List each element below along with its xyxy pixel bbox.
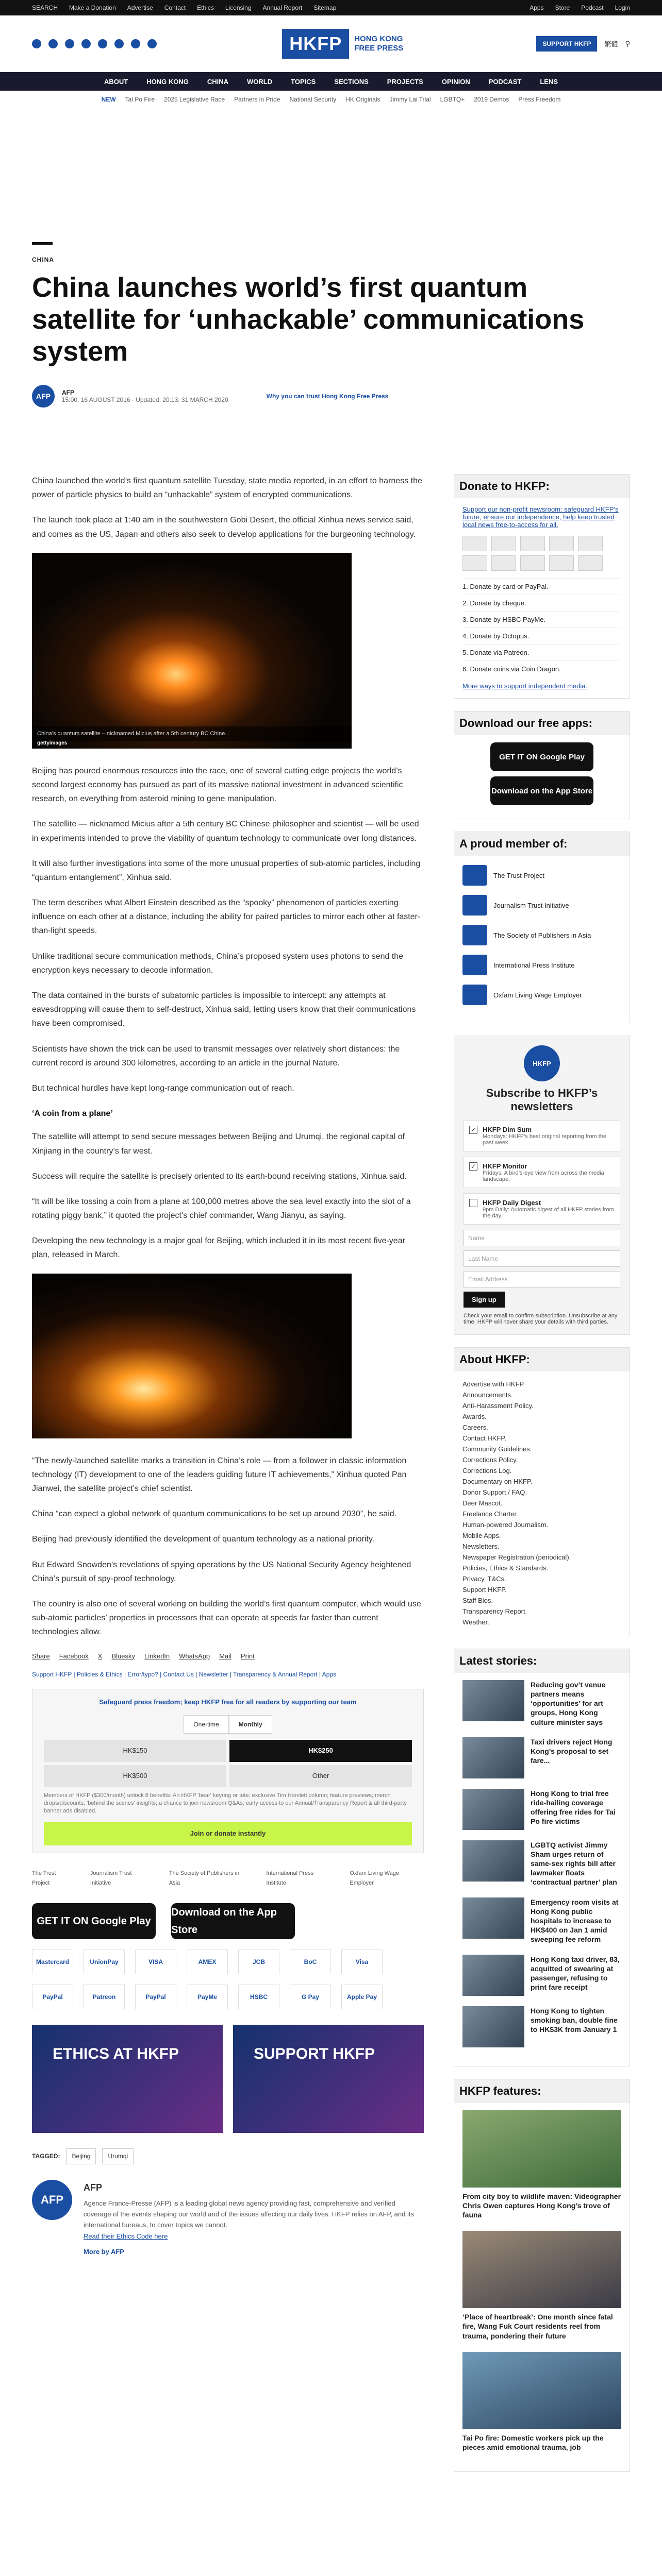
payment-methods: [32, 1950, 424, 2009]
trending-item[interactable]: LGBTQ+: [440, 95, 465, 103]
share-link[interactable]: Facebook: [59, 1652, 89, 1660]
card-icon: [549, 555, 574, 571]
members-panel: [454, 832, 630, 1023]
member-entry[interactable]: [462, 955, 621, 975]
google-pay-icon: G Pay: [290, 1985, 331, 2009]
about-link[interactable]: Staff Bios.: [462, 1596, 493, 1604]
ethics-code-link[interactable]: Read their Ethics Code here: [84, 2232, 168, 2240]
donate-panel-text[interactable]: Support our non-profit newsroom: safeguard HKFP’s future, ensure our independence, help keep trusted local news free-to-access for all.: [462, 505, 619, 529]
latest-stories-panel: [454, 1649, 630, 2066]
nav-item[interactable]: OPINION: [441, 77, 470, 86]
author-box-name[interactable]: AFP: [84, 2182, 102, 2193]
paragraph: “It will be like tossing a coin from a plane at 100,000 metres above the sea level exactly into the slot of a rotating piggy bank,” it quoted the project’s chief commander, Wang Jianyu, as saying.: [32, 1197, 411, 1221]
story-item[interactable]: [462, 1680, 621, 1727]
story-item[interactable]: [462, 1840, 621, 1887]
topbar-right-item[interactable]: Apps: [529, 4, 544, 11]
paragraph: The term describes what Albert Einstein described as the “spooky” phenomenon of particles exerting influence on each other at a distance, including the ability for paired particles to mirror each other at faster-than-light speeds.: [32, 899, 421, 936]
story-thumbnail[interactable]: [462, 2006, 524, 2047]
newsletter-option[interactable]: [464, 1157, 620, 1188]
topbar-item[interactable]: Licensing: [225, 4, 252, 11]
about-link[interactable]: Deer Mascot.: [462, 1499, 503, 1507]
story-thumbnail[interactable]: [462, 1840, 524, 1882]
about-link[interactable]: Mobile Apps.: [462, 1531, 501, 1539]
amount-option[interactable]: HK$150: [44, 1740, 226, 1761]
share-link[interactable]: Bluesky: [111, 1652, 135, 1660]
member-logo-icon: [462, 895, 487, 916]
about-link[interactable]: Documentary on HKFP.: [462, 1477, 533, 1485]
story-headline[interactable]: Hong Kong to tighten smoking ban, double fine to HK$3K from January 1: [531, 2006, 618, 2033]
member-logos-row: [32, 1869, 424, 1888]
getty-logo: gettyimages: [37, 740, 68, 746]
feature-item[interactable]: [462, 2110, 621, 2220]
paragraph: Beijing had previously identified the development of quantum technology as a national priority.: [32, 1535, 375, 1544]
card-icon: [520, 555, 545, 571]
mastercard-icon: Mastercard: [32, 1950, 73, 1974]
tab-one-time[interactable]: One-time: [184, 1715, 228, 1734]
donate-option[interactable]: 2. Donate by cheque.: [462, 595, 621, 611]
unionpay-icon: UnionPay: [84, 1950, 125, 1974]
policy-links[interactable]: Support HKFP | Policies & Ethics | Error/typo? | Contact Us | Newsletter | Transparency & Annual Report | Apps: [32, 1670, 337, 1678]
topbar-right-item[interactable]: Store: [555, 4, 570, 11]
social-links: [32, 39, 157, 48]
member-name: Oxfam Living Wage Employer: [493, 991, 582, 999]
about-link[interactable]: Policies, Ethics & Standards.: [462, 1564, 549, 1572]
donate-panel-title: Donate to HKFP:: [454, 474, 630, 498]
divider: [32, 242, 53, 245]
threads-icon[interactable]: [81, 39, 91, 48]
avatar[interactable]: AFP: [32, 385, 55, 408]
subheading: ‘A coin from a plane’: [32, 1109, 113, 1118]
article-body: [32, 474, 424, 2258]
paragraph: It will also further investigations into some of the more unusual properties of sub-atomic particles, including “quantum entanglement”, Xinhua said.: [32, 859, 421, 882]
newsletter-name: HKFP Daily Digest: [483, 1198, 541, 1207]
story-thumbnail[interactable]: [462, 1680, 524, 1721]
donate-option[interactable]: 3. Donate by HSBC PayMe.: [462, 611, 621, 628]
feature-image[interactable]: [462, 2231, 621, 2308]
sidebar: [454, 474, 630, 2484]
topbar-item[interactable]: Contact: [164, 4, 186, 11]
story-item[interactable]: [462, 1737, 621, 1778]
author-bio: Agence France-Presse (AFP) is a leading global news agency providing fast, comprehensive and verified coverage of the events shaping our world and of the issues affecting our daily lives. HKFP relies on AFP, and its international bureaus, to cover topics we cannot.: [84, 2199, 414, 2229]
about-link[interactable]: Advertise with HKFP.: [462, 1380, 525, 1388]
donation-widget: [32, 1689, 424, 1853]
paragraph: Success will require the satellite is precisely oriented to its earth-bound receiving stations, Xinhua said.: [32, 1172, 407, 1181]
site-header: [0, 15, 662, 72]
paragraph: But technical hurdles have kept long-range communication out of reach.: [32, 1083, 294, 1093]
nav-item[interactable]: WORLD: [247, 77, 273, 86]
tag-list: [32, 2148, 424, 2164]
story-headline[interactable]: LGBTQ activist Jimmy Sham urges return of same-sex rights bill after lawmaker floats ‘contractual partner’ plan: [531, 1840, 617, 1887]
paragraph: The country is also one of several working on building the world’s first quantum computer, which would use sub-atomic particles’ properties in processors that can operate at speeds far faster than current technologies allow.: [32, 1599, 421, 1637]
paragraph: The data contained in the bursts of subatomic particles is impossible to intercept: any attempts at eavesdropping will cause them to self-destruct, Xinhua said, letting users know that their communications have been compromised.: [32, 991, 416, 1028]
story-item[interactable]: [462, 2006, 621, 2047]
member-entry[interactable]: [462, 865, 621, 886]
topbar-item[interactable]: Ethics: [197, 4, 214, 11]
nav-item[interactable]: SECTIONS: [334, 77, 369, 86]
logo-mark: HKFP: [282, 29, 349, 59]
paypal-icon: PayPal: [32, 1985, 73, 2009]
tab-monthly[interactable]: Monthly: [229, 1715, 272, 1734]
members-panel-title: A proud member of:: [454, 832, 630, 856]
newsletter-desc: 9pm Daily: Automatic digest of all HKFP stories from the day.: [483, 1206, 614, 1219]
newsletter-note: Check your email to confirm subscription. Unsubscribe at any time. HKFP will never share your details with third parties.: [464, 1312, 618, 1325]
facebook-icon[interactable]: [32, 39, 41, 48]
nav-item[interactable]: ABOUT: [104, 77, 128, 86]
story-headline[interactable]: Hong Kong taxi driver, 83, acquitted of swearing at passenger, refusing to print fare receipt: [531, 1955, 620, 1992]
share-link[interactable]: Share: [32, 1652, 50, 1660]
article-category[interactable]: CHINA: [32, 256, 54, 263]
support-button[interactable]: SUPPORT HKFP: [536, 36, 597, 52]
nav-item[interactable]: CHINA: [207, 77, 229, 86]
feature-headline[interactable]: ‘Place of heartbreak’: One month since fatal fire, Wang Fuk Court residents reel from trauma, pondering their future: [462, 2313, 613, 2340]
trending-item[interactable]: National Security: [289, 95, 337, 103]
card-icon: [491, 536, 516, 551]
tag[interactable]: Urumqi: [102, 2148, 134, 2164]
email-field[interactable]: Email Address: [464, 1271, 620, 1287]
about-link[interactable]: Human-powered Journalism.: [462, 1520, 549, 1529]
share-link[interactable]: LinkedIn: [144, 1652, 170, 1660]
about-link[interactable]: Contact HKFP.: [462, 1434, 507, 1442]
story-item[interactable]: [462, 1955, 621, 1996]
rocket-launch-photo[interactable]: [32, 553, 352, 749]
paragraph: But Edward Snowden’s revelations of spying operations by the US National Security Agency heightened China’s pursuit of spy-proof technology.: [32, 1560, 411, 1583]
paragraph: China “can expect a global network of quantum communications to be set up around 2030”, he said.: [32, 1510, 397, 1519]
about-link[interactable]: Weather.: [462, 1618, 489, 1626]
about-link[interactable]: Announcements.: [462, 1391, 513, 1399]
more-by-author-link[interactable]: More by AFP: [84, 2247, 124, 2256]
member-logo[interactable]: Journalism Trust Initiative: [90, 1870, 132, 1886]
byline: [32, 385, 630, 408]
feature-item[interactable]: [462, 2352, 621, 2452]
story-headline[interactable]: Emergency room visits at Hong Kong public hospitals to increase to HK$400 on Jan 1 amid sweeping fee reform: [531, 1897, 619, 1944]
instagram-icon[interactable]: [65, 39, 74, 48]
story-thumbnail[interactable]: [462, 1737, 524, 1778]
apple-pay-icon: Apple Pay: [341, 1985, 383, 2009]
topbar-item[interactable]: Advertise: [127, 4, 153, 11]
story-headline[interactable]: Reducing gov’t venue partners means ‘opportunities’ for art groups, Hong Kong culture minister says: [531, 1680, 606, 1726]
member-logo-icon: [462, 985, 487, 1005]
latest-title: Latest stories:: [454, 1649, 630, 1673]
join-button[interactable]: Join or donate instantly: [44, 1822, 412, 1845]
site-logo[interactable]: [282, 29, 411, 59]
newsletter-name: HKFP Monitor: [483, 1162, 527, 1170]
card-icon: [578, 555, 603, 571]
about-link[interactable]: Corrections Policy.: [462, 1455, 518, 1464]
member-logo-icon: [462, 925, 487, 945]
story-thumbnail[interactable]: [462, 1897, 524, 1939]
tag[interactable]: Beijing: [66, 2148, 96, 2164]
donate-option[interactable]: 6. Donate coins via Coin Dragon.: [462, 660, 621, 677]
paragraph: Unlike traditional secure communication methods, China’s proposed system uses photons to send the encryption keys necessary to decode information.: [32, 952, 404, 975]
hkfp-avatar: HKFP: [524, 1045, 560, 1081]
google-play-button[interactable]: GET IT ON Google Play: [32, 1903, 156, 1939]
paragraph: The launch took place at 1:40 am in the southwestern Gobi Desert, the official Xinhua news service said, and comes as the US, Japan and others also seek to develop applications for the burgeoning technology.: [32, 516, 416, 539]
photo-caption: China’s quantum satellite – nicknamed Micius after a 5th century BC Chine...: [32, 726, 352, 741]
language-switch[interactable]: 繁體: [604, 40, 618, 48]
story-item[interactable]: [462, 1897, 621, 1944]
email-icon[interactable]: [147, 39, 157, 48]
visa-alt-icon: Visa: [341, 1950, 383, 1974]
feature-headline[interactable]: Tai Po fire: Domestic workers pick up the pieces amid emotional trauma, job: [462, 2433, 604, 2451]
trending-item[interactable]: Partners in Pride: [234, 95, 280, 103]
linkedin-icon[interactable]: [98, 39, 107, 48]
trending-item[interactable]: Tai Po Fire: [125, 95, 155, 103]
article-title: China launches world’s first quantum satellite for ‘unhackable’ communications system: [32, 272, 585, 367]
support-video[interactable]: SUPPORT HKFP: [233, 2025, 424, 2133]
paragraph: China launched the world’s first quantum satellite Tuesday, state media reported, in an effort to harness the power of particle physics to build an “unhackable” system of encrypted communications.: [32, 477, 422, 500]
paragraph: The satellite will attempt to send secure messages between Beijing and Urumqi, the regional capital of Xinjiang in the country’s far west.: [32, 1132, 405, 1156]
author-box: [32, 2180, 424, 2258]
more-ways-link[interactable]: More ways to support independent media.: [462, 682, 588, 690]
feature-headline[interactable]: From city boy to wildlife maven: Videographer Chris Owen captures Hong Kong’s trove of fauna: [462, 2192, 621, 2219]
patreon-icon: Patreon: [84, 1985, 125, 2009]
about-link[interactable]: Community Guidelines.: [462, 1445, 532, 1453]
share-link[interactable]: WhatsApp: [179, 1652, 210, 1660]
member-logo[interactable]: The Society of Publishers in Asia: [169, 1870, 240, 1886]
card-icon: [578, 536, 603, 551]
share-link[interactable]: Mail: [219, 1652, 231, 1660]
top-utility-bar: [0, 0, 662, 15]
trending-bar: [0, 91, 662, 108]
amex-icon: AMEX: [187, 1950, 228, 1974]
topbar-item[interactable]: SEARCH: [32, 4, 58, 11]
card-logos: [462, 536, 621, 571]
trending-item[interactable]: Press Freedom: [518, 95, 561, 103]
amount-option[interactable]: HK$500: [44, 1765, 226, 1787]
youtube-icon[interactable]: [114, 39, 124, 48]
paragraph: Scientists have shown the trick can be used to transmit messages over relatively short distances: the current record is around 300 kilometres, according to an article in the journal Nature.: [32, 1044, 400, 1067]
member-name: The Society of Publishers in Asia: [493, 931, 591, 939]
trust-link[interactable]: Why you can trust Hong Kong Free Press: [266, 393, 389, 400]
about-link[interactable]: Newsletters.: [462, 1542, 500, 1550]
about-panel: [454, 1347, 630, 1636]
paragraph: “The newly-launched satellite marks a transition in China’s role — from a follower in classic information technology (IT) development to one of the leaders guiding future IT achievements,” Xinhua quoted Pan Jianwei, the satellite project’s chief scientist.: [32, 1456, 407, 1493]
card-icon: [520, 536, 545, 551]
telegram-icon[interactable]: [131, 39, 140, 48]
donate-option[interactable]: 5. Donate via Patreon.: [462, 644, 621, 660]
author-avatar[interactable]: AFP: [32, 2180, 72, 2220]
checkbox-checked[interactable]: ✓: [469, 1162, 477, 1171]
story-headline[interactable]: Hong Kong to trial free ride-hailing coverage offering free rides for Tai Po fire victims: [531, 1789, 616, 1826]
about-link[interactable]: Freelance Charter.: [462, 1510, 518, 1518]
tags-label: TAGGED:: [32, 2153, 60, 2160]
nav-item[interactable]: HONG KONG: [146, 77, 189, 86]
app-store-button[interactable]: Download on the App Store: [171, 1903, 295, 1939]
payme-icon: PayMe: [187, 1985, 228, 2009]
member-name: International Press Institute: [493, 961, 575, 969]
story-thumbnail[interactable]: [462, 1955, 524, 1996]
story-item[interactable]: [462, 1789, 621, 1830]
membership-note: Members of HKFP ($300/month) unlock 8 benefits: An HKFP 'bear' keyring or tote; exclusive Tim Hamlett column; feature previews; merch drops/discounts; 'behind the scenes' insights; a chance to join newsroom Q&As; early access to our Annual/Transparency Report & all third-party banner ads disabled.: [44, 1792, 407, 1815]
about-link[interactable]: Anti-Harassment Policy.: [462, 1401, 534, 1410]
paragraph: Developing the new technology is a major goal for Beijing, which included it in its most recent five-year plan, released in March.: [32, 1236, 405, 1260]
feature-image[interactable]: [462, 2352, 621, 2429]
trending-item[interactable]: 2025 Legislative Race: [164, 95, 225, 103]
search-icon[interactable]: ⚲: [625, 39, 630, 47]
jcb-icon: JCB: [238, 1950, 279, 1974]
last-name-field[interactable]: Last Name: [464, 1250, 620, 1267]
paragraph: The satellite — nicknamed Micius after a 5th century BC Chinese philosopher and scientist — will be used in experiments intended to prove the viability of quantum technology to communicate over long distances.: [32, 820, 419, 843]
member-logo[interactable]: The Trust Project: [32, 1870, 56, 1886]
topbar-right-item[interactable]: Login: [615, 4, 630, 11]
apps-panel: [454, 711, 630, 819]
member-logo-icon: [462, 865, 487, 886]
amount-option[interactable]: HK$250: [229, 1740, 412, 1761]
author-name[interactable]: AFP: [62, 389, 74, 397]
trending-label: NEW: [101, 95, 116, 103]
apps-panel-title: Download our free apps:: [454, 711, 630, 735]
donate-option[interactable]: 1. Donate by card or PayPal.: [462, 578, 621, 595]
boc-icon: BoC: [290, 1950, 331, 1974]
x-icon[interactable]: [48, 39, 58, 48]
main-nav: [0, 72, 662, 91]
ethics-video[interactable]: ETHICS AT HKFP: [32, 2025, 223, 2133]
logo-wordmark: HONG KONG FREE PRESS: [354, 34, 404, 53]
topbar-item[interactable]: Make a Donation: [69, 4, 116, 11]
card-icon: [462, 555, 487, 571]
member-entry[interactable]: [462, 895, 621, 916]
donation-title: Safeguard press freedom; keep HKFP free for all readers by supporting our team: [99, 1698, 357, 1706]
newsletter-desc: Mondays: HKFP’s best original reporting from the past week.: [483, 1133, 607, 1146]
app-download-row: [32, 1903, 424, 1939]
checkbox-checked[interactable]: ✓: [469, 1126, 477, 1134]
topbar-right-item[interactable]: Podcast: [581, 4, 604, 11]
trending-item[interactable]: Jimmy Lai Trial: [389, 95, 431, 103]
card-icon: [462, 536, 487, 551]
nav-item[interactable]: TOPICS: [291, 77, 316, 86]
signup-button[interactable]: Sign up: [464, 1292, 505, 1308]
about-link[interactable]: Support HKFP.: [462, 1585, 507, 1594]
share-bar: [32, 1651, 424, 1662]
card-icon: [491, 555, 516, 571]
features-title: HKFP features:: [454, 2079, 630, 2103]
topbar-item[interactable]: Sitemap: [313, 4, 337, 11]
visa-icon: VISA: [135, 1950, 176, 1974]
card-icon: [549, 536, 574, 551]
topbar-item[interactable]: Annual Report: [262, 4, 303, 11]
article-header: [32, 242, 630, 408]
newsletter-option[interactable]: [464, 1120, 620, 1151]
name-field[interactable]: Name: [464, 1230, 620, 1246]
about-link[interactable]: Transparency Report.: [462, 1607, 527, 1615]
nav-item[interactable]: LENS: [540, 77, 558, 86]
newsletter-name: HKFP Dim Sum: [483, 1125, 532, 1133]
checkbox-unchecked[interactable]: [469, 1199, 477, 1207]
newsletter-option[interactable]: [464, 1193, 620, 1225]
newsletter-title: Subscribe to HKFP’s newsletters: [486, 1087, 598, 1113]
about-link[interactable]: Corrections Log.: [462, 1466, 512, 1475]
features-panel: [454, 2079, 630, 2472]
about-link[interactable]: Newspaper Registration (periodical).: [462, 1553, 571, 1561]
app-store-button[interactable]: Download on the App Store: [490, 776, 593, 805]
about-link[interactable]: Donor Support / FAQ.: [462, 1488, 527, 1496]
about-link[interactable]: Awards.: [462, 1412, 487, 1420]
member-logo-icon: [462, 955, 487, 975]
story-thumbnail[interactable]: [462, 1789, 524, 1830]
hsbc-icon: HSBC: [238, 1985, 279, 2009]
feature-image[interactable]: [462, 2110, 621, 2188]
about-link[interactable]: Privacy, T&Cs.: [462, 1574, 506, 1583]
trending-item[interactable]: HK Originals: [345, 95, 380, 103]
share-link[interactable]: Print: [240, 1652, 255, 1660]
story-headline[interactable]: Taxi drivers reject Hong Kong’s proposal to set fare...: [531, 1737, 613, 1765]
member-entry[interactable]: [462, 985, 621, 1005]
about-link[interactable]: Careers.: [462, 1423, 488, 1431]
article-dates: 15:00, 16 AUGUST 2016 · Updated: 20:13, 31 MARCH 2020: [62, 396, 228, 404]
member-logo[interactable]: Oxfam Living Wage Employer: [350, 1870, 399, 1886]
paragraph: Beijing has poured enormous resources into the race, one of several cutting edge projects the world’s second largest economy has pursued as part of its massive national investment in advanced scientific research, on everything from asteroid mining to gene manipulation.: [32, 766, 403, 804]
nav-item[interactable]: PODCAST: [488, 77, 522, 86]
feature-item[interactable]: [462, 2231, 621, 2341]
amount-option[interactable]: Other: [229, 1765, 412, 1787]
google-play-button[interactable]: GET IT ON Google Play: [490, 742, 593, 771]
newsletter-panel: [454, 1036, 630, 1335]
member-name: The Trust Project: [493, 871, 544, 879]
promo-videos: [32, 2025, 424, 2133]
newsletter-desc: Fridays: A bird’s-eye view from across the media landscape.: [483, 1170, 604, 1182]
trending-item[interactable]: 2019 Demos: [474, 95, 509, 103]
about-panel-title: About HKFP:: [454, 1348, 630, 1371]
launch-pad-photo[interactable]: [32, 1274, 352, 1438]
donate-option[interactable]: 4. Donate by Octopus.: [462, 628, 621, 644]
donate-panel: [454, 474, 630, 699]
member-name: Journalism Trust Initiative: [493, 901, 569, 909]
member-entry[interactable]: [462, 925, 621, 945]
nav-item[interactable]: PROJECTS: [387, 77, 423, 86]
paypal-alt-icon: PayPal: [135, 1985, 176, 2009]
member-logo[interactable]: International Press Institute: [266, 1870, 314, 1886]
share-link[interactable]: X: [97, 1652, 103, 1660]
